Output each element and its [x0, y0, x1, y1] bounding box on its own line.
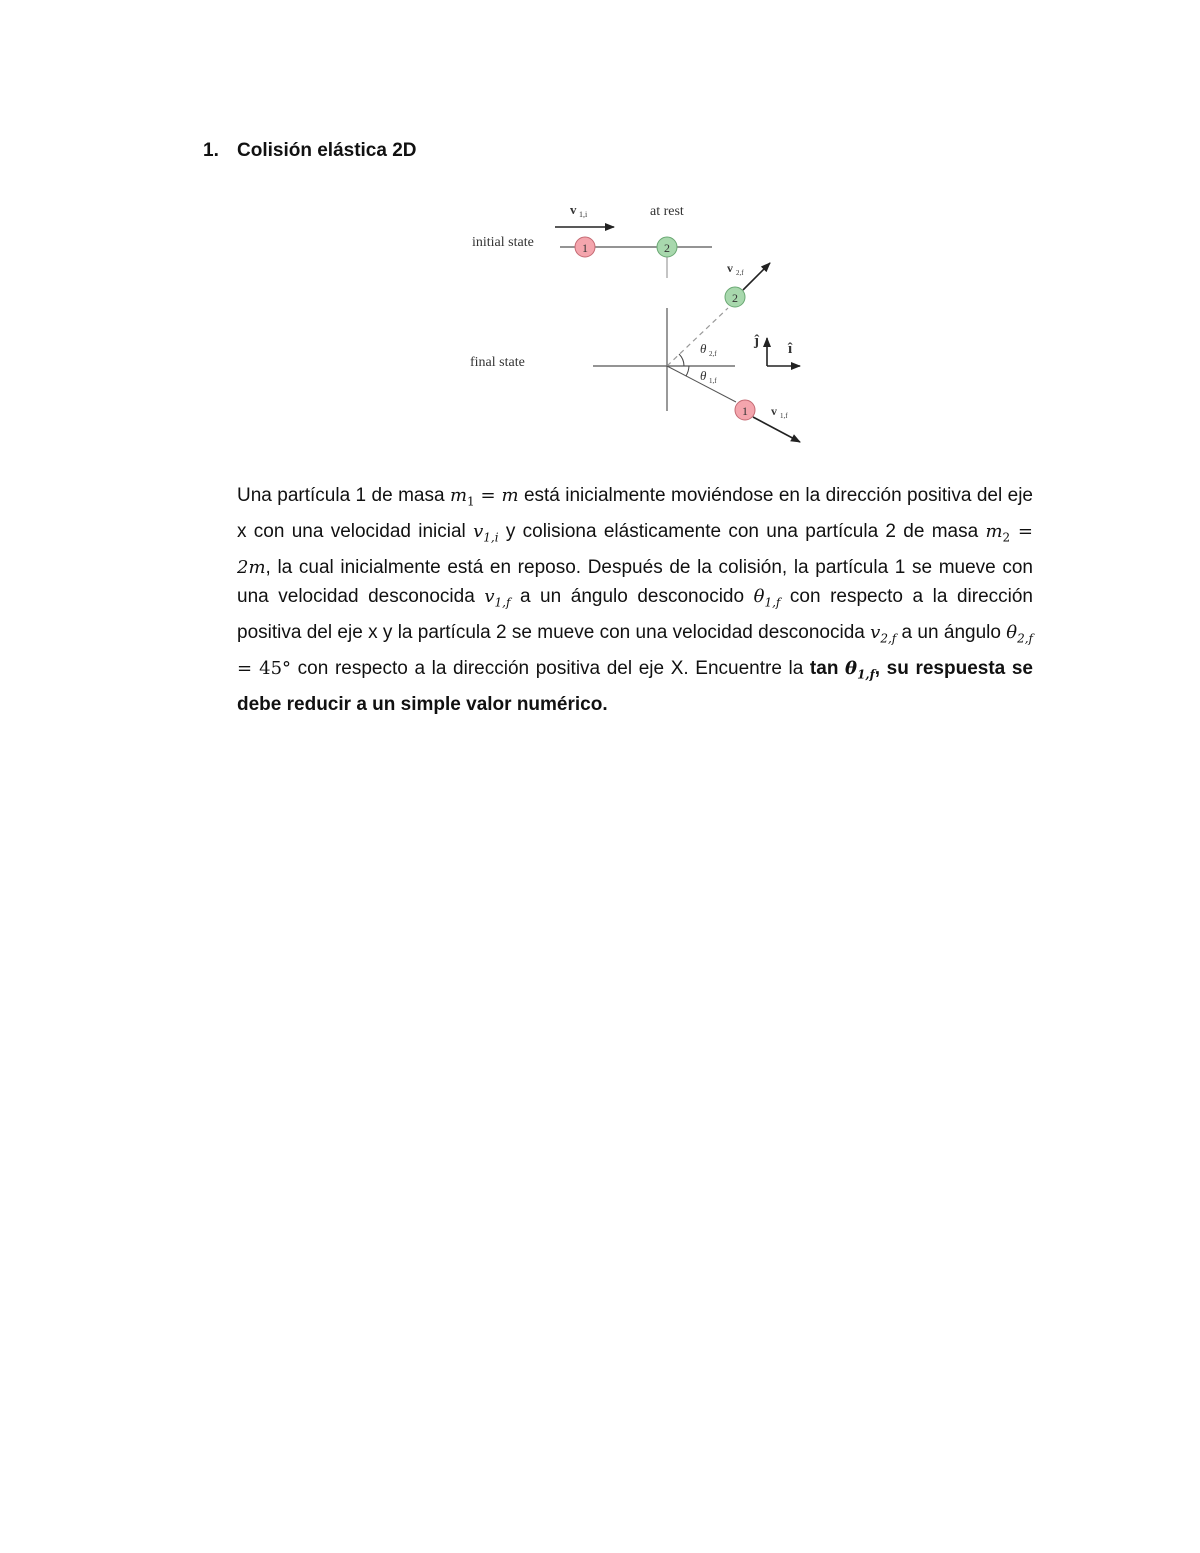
particle-2-initial-label: 2 — [664, 241, 670, 255]
math-sub: 1 — [467, 494, 475, 509]
theta1-arc — [686, 366, 689, 376]
math-sub: 2 — [1002, 530, 1011, 545]
math-equals: = — [1010, 520, 1033, 542]
math-var: v — [473, 520, 484, 542]
math-var: θ — [845, 657, 858, 679]
math-v1i — [473, 520, 499, 545]
math-m1-value: m — [501, 485, 519, 506]
math-var: m — [985, 520, 1003, 542]
unit-j-label: ĵ — [754, 333, 759, 349]
math-theta2f — [1006, 621, 1033, 646]
particle-1-final-label: 1 — [742, 404, 748, 418]
math-v2f — [870, 621, 897, 646]
math-angle: 45° — [259, 657, 292, 679]
v2f-arrow — [743, 263, 770, 290]
math-theta1f-bold — [845, 657, 875, 682]
text-run: con respecto a la dirección positiva del eje x y la partícula 2 se mueve con una velocidad desconocida — [237, 586, 1034, 643]
question-heading — [203, 140, 417, 162]
math-sub: 1,i — [483, 530, 499, 545]
math-var: v — [870, 621, 881, 643]
text-run: , la cual inicialmente está en reposo. Después de la colisión, la partícula 1 se mueve con una velocidad desconocida — [237, 556, 1033, 608]
collision-diagram — [460, 190, 810, 450]
final-state-label: final state — [470, 355, 525, 370]
problem-statement — [237, 481, 1033, 719]
math-theta1f — [753, 586, 781, 610]
math-m2 — [985, 520, 1011, 545]
question-title: Colisión elástica 2D — [237, 140, 417, 161]
theta2-sub: 2,f — [709, 350, 717, 358]
v1f-label: v — [771, 404, 777, 418]
theta1-label: θ — [700, 368, 707, 383]
math-m1 — [449, 485, 475, 509]
particle-2-trajectory — [667, 308, 728, 366]
at-rest-label: at rest — [650, 204, 684, 219]
v1i-label: v — [570, 202, 577, 217]
math-sub: 1,f — [494, 595, 511, 610]
text-run: con respecto a la dirección positiva del eje X. Encuentre la — [291, 657, 810, 679]
v2f-label: v — [727, 261, 733, 275]
text-run: a un ángulo — [896, 621, 1007, 643]
unit-i-label: î — [788, 341, 793, 357]
math-sub: 2,f — [1017, 631, 1033, 646]
bold-text-run: , su respuesta se debe reducir a un simple valor numérico. — [237, 657, 1033, 715]
math-sub: 1,f — [857, 667, 875, 682]
math-equals: = — [237, 657, 260, 679]
math-sub: 2,f — [880, 631, 897, 646]
particle-1-initial-label: 1 — [582, 241, 588, 255]
text-run: Una partícula 1 de masa — [237, 485, 450, 506]
math-sub: 1,f — [764, 595, 781, 610]
text-run: a un ángulo desconocido — [510, 586, 754, 608]
math-var: θ — [753, 586, 765, 608]
math-var: m — [449, 485, 468, 506]
theta1-sub: 1,f — [709, 377, 717, 385]
math-var: v — [484, 586, 495, 608]
math-var: θ — [1006, 621, 1018, 643]
math-m2-value: 2m — [237, 556, 266, 578]
v1f-sub: 1,f — [780, 412, 788, 420]
text-run: está inicialmente moviéndose en la dirección positiva del eje x con una velocidad inicial — [237, 485, 1033, 542]
question-number: 1. — [203, 140, 219, 161]
particle-2-final-label: 2 — [732, 291, 738, 305]
math-tan: tan — [809, 657, 839, 679]
math-v1f — [484, 586, 511, 610]
collision-diagram-svg — [460, 190, 810, 450]
theta2-label: θ — [700, 341, 707, 356]
theta2-arc — [679, 354, 684, 366]
text-run: y colisiona elásticamente con una partícula 2 de masa — [498, 520, 986, 542]
math-equals: = — [474, 485, 502, 506]
v1i-sub: 1,i — [579, 210, 588, 219]
initial-state-label: initial state — [472, 235, 534, 250]
v1f-arrow — [753, 417, 800, 442]
v2f-sub: 2,f — [736, 269, 744, 277]
